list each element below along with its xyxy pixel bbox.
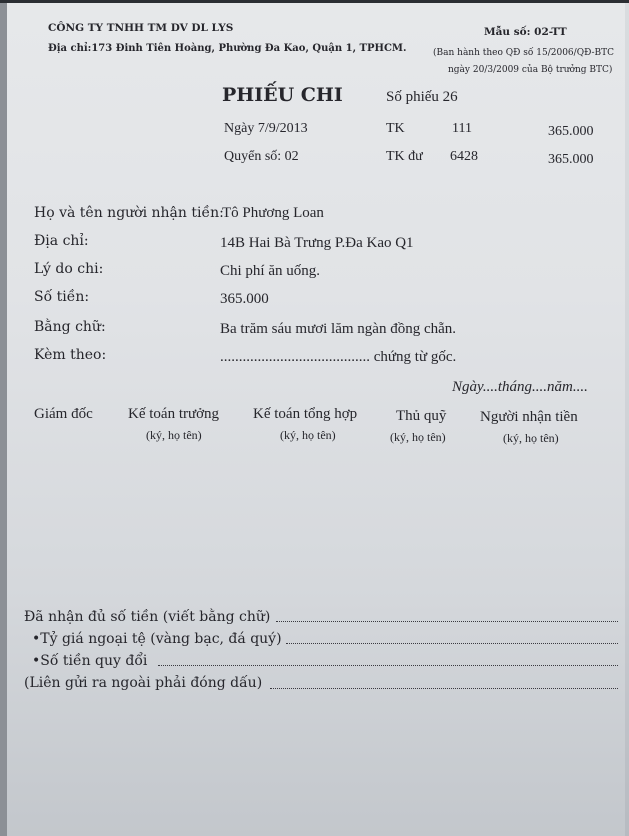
words-label: Bằng chữ: — [34, 319, 106, 335]
signature-director: Giám đốc — [34, 406, 93, 422]
signature-general-accountant: Kế toán tổng hợp — [253, 406, 358, 422]
form-code: Mẫu số: 02-TT — [484, 26, 567, 38]
stamp-note-dotted-line — [270, 688, 618, 689]
recipient-value: Tô Phương Loan — [222, 205, 324, 221]
table-surface — [0, 0, 7, 836]
company-address: Địa chỉ:173 Đinh Tiên Hoàng, Phường Đa Kao, Quận 1, TPHCM. — [48, 43, 407, 54]
address-value: 14B Hai Bà Trưng P.Đa Kao Q1 — [220, 235, 414, 251]
tk-label: TK — [386, 121, 405, 136]
converted-amount-dotted-line — [158, 665, 618, 666]
tkdu-value: 6428 — [450, 149, 478, 164]
received-amount-dotted-line — [276, 621, 618, 622]
signature-cashier: Thủ quỹ — [396, 408, 447, 424]
signature-date-line: Ngày....tháng....năm.... — [452, 379, 588, 395]
amount-value: 365.000 — [220, 291, 269, 307]
decree-line-2: ngày 20/3/2009 của Bộ trưởng BTC) — [448, 65, 613, 75]
exchange-rate-dotted-line — [286, 643, 618, 644]
words-value: Ba trăm sáu mươi lăm ngàn đồng chẵn. — [220, 321, 457, 337]
received-amount-label: Đã nhận đủ số tiền (viết bằng chữ) — [24, 609, 271, 625]
tk-value: 111 — [452, 121, 472, 136]
signature-recipient: Người nhận tiền — [480, 409, 578, 425]
voucher-book: Quyển số: 02 — [224, 149, 299, 164]
address-label: Địa chỉ: — [34, 233, 89, 249]
signature-recipient-note: (ký, họ tên) — [503, 431, 559, 445]
signature-general-accountant-note: (ký, họ tên) — [280, 428, 336, 442]
tkdu-amount: 365.000 — [548, 152, 594, 167]
reason-label: Lý do chi: — [34, 261, 104, 277]
recipient-label: Họ và tên người nhận tiền: — [34, 205, 224, 221]
signature-cashier-note: (ký, họ tên) — [390, 430, 446, 444]
amount-label: Số tiền: — [34, 289, 90, 305]
decree-line-1: (Ban hành theo QĐ số 15/2006/QĐ-BTC — [433, 48, 615, 58]
signature-chief-accountant-note: (ký, họ tên) — [146, 428, 202, 442]
tkdu-label: TK đư — [386, 149, 423, 164]
attach-label: Kèm theo: — [34, 347, 107, 363]
voucher-number: Số phiếu 26 — [386, 89, 458, 105]
converted-amount-label: •Số tiền quy đổi — [32, 653, 148, 669]
exchange-rate-label: •Tỷ giá ngoại tệ (vàng bạc, đá quý) — [32, 631, 282, 647]
voucher-date: Ngày 7/9/2013 — [224, 121, 308, 136]
company-name: CÔNG TY TNHH TM DV DL LYS — [48, 22, 234, 34]
reason-value: Chi phí ăn uống. — [220, 263, 320, 279]
attach-value: ........................................ chứng từ gốc. — [220, 349, 457, 365]
signature-chief-accountant: Kế toán trưởng — [128, 406, 220, 422]
tk-amount: 365.000 — [548, 124, 594, 139]
voucher-title: PHIẾU CHI — [222, 84, 343, 106]
stamp-note: (Liên gửi ra ngoài phải đóng dấu) — [24, 675, 263, 691]
